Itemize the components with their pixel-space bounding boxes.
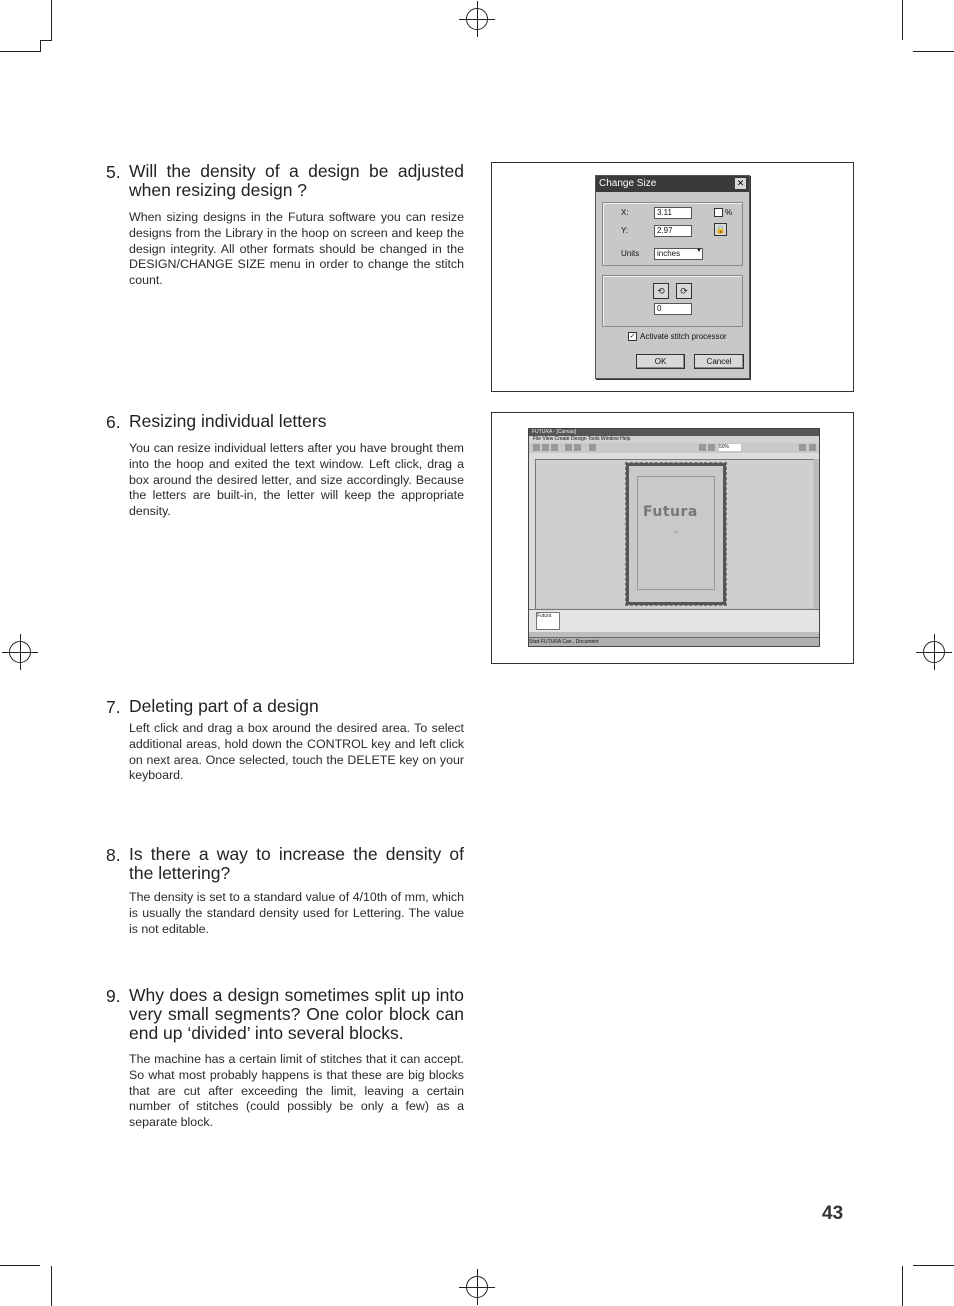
- toolbar-icon[interactable]: [565, 444, 572, 451]
- ok-button[interactable]: OK: [636, 354, 685, 369]
- crop-mark: [913, 1265, 954, 1266]
- faq-answer: When sizing designs in the Futura software you can resize designs from the Library in the hoop on screen and keep the design integrity. All other formats should be changed in the DESIGN/CHANGE SIZE menu in order to change the stitch count.: [129, 210, 464, 288]
- toolbar-icon[interactable]: [699, 444, 706, 451]
- rotate-left-icon[interactable]: ⟲: [653, 283, 669, 299]
- faq-number: 5.: [106, 162, 121, 182]
- stitch-processor-checkbox[interactable]: ✓: [629, 333, 636, 340]
- lock-icon[interactable]: 🔒: [715, 225, 726, 234]
- rotate-right-icon[interactable]: ⟳: [676, 283, 692, 299]
- app-title-bar: FUTURA - [Canvas]: [529, 429, 819, 436]
- stitch-processor-label: Activate stitch processor: [640, 332, 727, 341]
- faq-number: 7.: [106, 697, 121, 717]
- crop-mark: [913, 51, 954, 52]
- units-label: Units: [621, 249, 640, 258]
- percent-checkbox[interactable]: [714, 208, 723, 217]
- registration-mark: [2, 634, 38, 670]
- app-menu-bar[interactable]: File View Create Design Tools Window Help: [529, 436, 819, 443]
- crop-mark: [0, 51, 40, 52]
- futura-app-window: [528, 428, 820, 647]
- faq-answer: You can resize individual letters after you have brought them into the hoop and exited the text window. Left click, drag a box around the desired letter, and size accordingly. Because the letters are built-in, the letter will keep the appropriate density.: [129, 441, 464, 519]
- faq-question: Will the density of a design be adjusted when resizing design ?: [129, 161, 464, 200]
- hoop-center-icon: ○: [674, 530, 678, 536]
- y-label: Y:: [621, 226, 629, 235]
- rotate-group: [602, 275, 743, 327]
- crop-mark: [902, 0, 903, 40]
- taskbar[interactable]: Start FUTURA Can.. Document: [529, 637, 819, 647]
- crop-mark: [40, 40, 52, 41]
- toolbar-icon[interactable]: [533, 444, 540, 451]
- vertical-scrollbar[interactable]: [814, 459, 819, 609]
- toolbar-icon[interactable]: [708, 444, 715, 451]
- angle-field[interactable]: 0: [654, 303, 692, 315]
- faq-question: Resizing individual letters: [129, 411, 327, 431]
- faq-item-9: [106, 986, 464, 1131]
- embroidery-hoop: [626, 463, 726, 605]
- design-canvas[interactable]: [536, 460, 813, 608]
- toolbar-icon[interactable]: [542, 444, 549, 451]
- faq-item-8: [106, 845, 464, 937]
- toolbar-icon[interactable]: [551, 444, 558, 451]
- y-field[interactable]: 2.97: [654, 225, 692, 237]
- design-lettering[interactable]: Futura: [643, 504, 698, 520]
- crop-mark: [51, 1266, 52, 1306]
- zoom-field[interactable]: 50%: [719, 444, 741, 451]
- faq-answer: The machine has a certain limit of stitches that it can accept. So what most probably happens is that these are big blocks that are cut after exceeding the limit, leaving a certain number of stitches (could possibly be only a few) as a separate block.: [129, 1052, 464, 1130]
- thumbnail-strip: [529, 609, 819, 632]
- toolbar-icon[interactable]: [589, 444, 596, 451]
- dialog-title: Change Size: [599, 178, 657, 189]
- vertical-ruler: [529, 459, 536, 609]
- faq-item-6: [106, 412, 464, 520]
- registration-mark: [916, 634, 952, 670]
- units-select[interactable]: inches: [654, 248, 703, 260]
- crop-mark: [902, 1266, 903, 1306]
- x-label: X:: [621, 208, 629, 217]
- registration-mark: [459, 1269, 495, 1305]
- crop-mark: [51, 0, 52, 40]
- faq-answer: The density is set to a standard value of 4/10th of mm, which is usually the standard density used for Lettering. The value is not editable.: [129, 890, 464, 936]
- toolbar-icon[interactable]: [574, 444, 581, 451]
- cancel-button[interactable]: Cancel: [694, 354, 744, 369]
- faq-answer: Left click and drag a box around the desired area. To select additional areas, hold down the CONTROL key and left click on next area. Once selected, touch the DELETE key on your keyboard.: [129, 721, 464, 783]
- faq-item-5: [106, 162, 464, 289]
- faq-number: 6.: [106, 412, 121, 432]
- percent-label: %: [725, 208, 733, 217]
- crop-mark: [40, 40, 41, 52]
- close-icon[interactable]: ✕: [736, 178, 745, 188]
- chevron-down-icon[interactable]: ▼: [696, 248, 702, 254]
- faq-question: Deleting part of a design: [129, 696, 319, 716]
- figure-futura-window: [491, 412, 854, 664]
- toolbar-icon[interactable]: [809, 444, 816, 451]
- x-field[interactable]: 3.11: [654, 207, 692, 219]
- registration-mark: [459, 1, 495, 37]
- crop-mark: [0, 1265, 40, 1266]
- horizontal-ruler: [529, 453, 819, 460]
- toolbar-icon[interactable]: [799, 444, 806, 451]
- faq-number: 9.: [106, 986, 121, 1006]
- design-thumbnail[interactable]: [536, 612, 560, 630]
- change-size-dialog: [595, 175, 750, 379]
- page-number: 43: [822, 1203, 844, 1224]
- faq-item-7: [106, 697, 464, 784]
- faq-number: 8.: [106, 845, 121, 865]
- thumbnail-label: Futura: [537, 613, 552, 619]
- dialog-title-bar: [596, 176, 749, 192]
- figure-change-size: [491, 162, 854, 392]
- faq-question: Why does a design sometimes split up into very small segments? One color block can end up ‘divided’ into several blocks.: [129, 985, 464, 1043]
- faq-question: Is there a way to increase the density of the lettering?: [129, 844, 464, 883]
